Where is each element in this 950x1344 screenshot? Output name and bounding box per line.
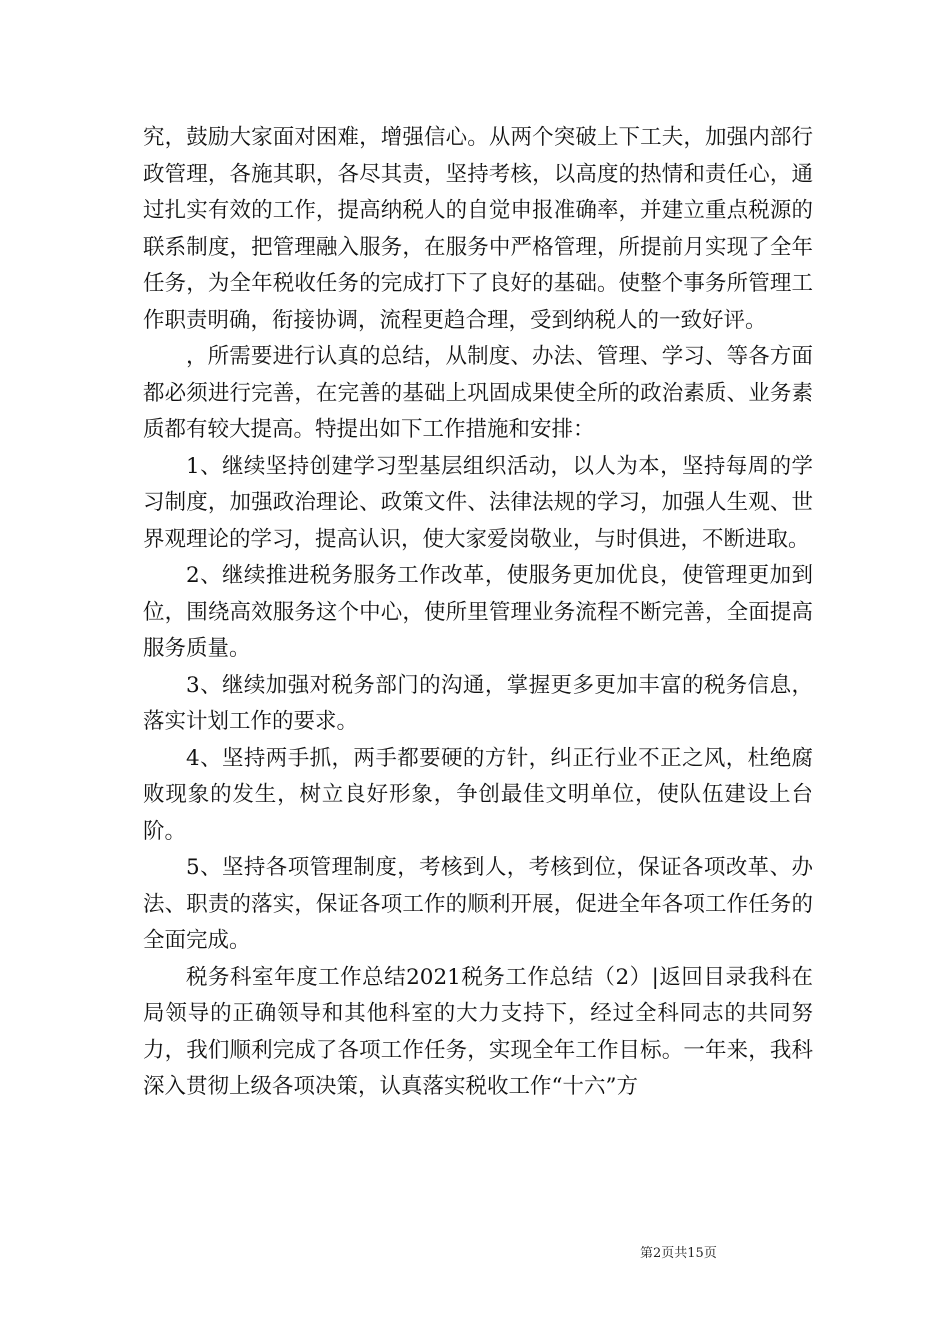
paragraph-1: 究，鼓励大家面对困难，增强信心。从两个突破上下工夫，加强内部行政管理，各施其职，各尽其责，坚持考核，以高度的热情和责任心，通过扎实有效的工作，提高纳税人的自觉申报准确率，并建立重点税源的联系制度，把管理融入服务，在服务中严格管理，所提前月实现了全年任务，为全年税收任务的完成打下了良好的基础。使整个事务所管理工作职责明确，衔接协调，流程更趋合理，受到纳税人的一致好评。 xyxy=(143,125,813,333)
paragraph-section-start: 税务科室年度工作总结2021税务工作总结（2）|返回目录我科在局领导的正确领导和其他科室的大力支持下，经过全科同志的共同努力，我们顺利完成了各项工作任务，实现全年工作目标。一年来，我科深入贯彻上级各项决策，认真落实税收工作“十六”方 xyxy=(143,964,813,1099)
paragraph-item-4: 4、坚持两手抓，两手都要硬的方针，纠正行业不正之风，杜绝腐败现象的发生，树立良好形象，争创最佳文明单位，使队伍建设上台阶。 xyxy=(143,745,813,844)
paragraph-item-5: 5、坚持各项管理制度，考核到人，考核到位，保证各项改革、办法、职责的落实，保证各项工作的顺利开展，促进全年各项工作任务的全面完成。 xyxy=(143,855,813,953)
paragraph-item-3: 3、继续加强对税务部门的沟通，掌握更多更加丰富的税务信息，落实计划工作的要求。 xyxy=(143,672,813,734)
paragraph-2: ，所需要进行认真的总结，从制度、办法、管理、学习、等各方面都必须进行完善，在完善的基础上巩固成果使全所的政治素质、业务素质都有较大提高。特提出如下工作措施和安排： xyxy=(143,344,813,442)
paragraph-item-2: 2、继续推进税务服务工作改革，使服务更加优良，使管理更加到位，围绕高效服务这个中心，使所里管理业务流程不断完善，全面提高服务质量。 xyxy=(143,563,813,661)
document-body xyxy=(143,120,813,1106)
page-number-footer: 第2页共15页 xyxy=(640,1246,717,1261)
paragraph-item-1: 1、继续坚持创建学习型基层组织活动，以人为本，坚持每周的学习制度，加强政治理论、政策文件、法律法规的学习，加强人生观、世界观理论的学习，提高认识，使大家爱岗敬业，与时俱进，不断进取。 xyxy=(143,453,813,552)
